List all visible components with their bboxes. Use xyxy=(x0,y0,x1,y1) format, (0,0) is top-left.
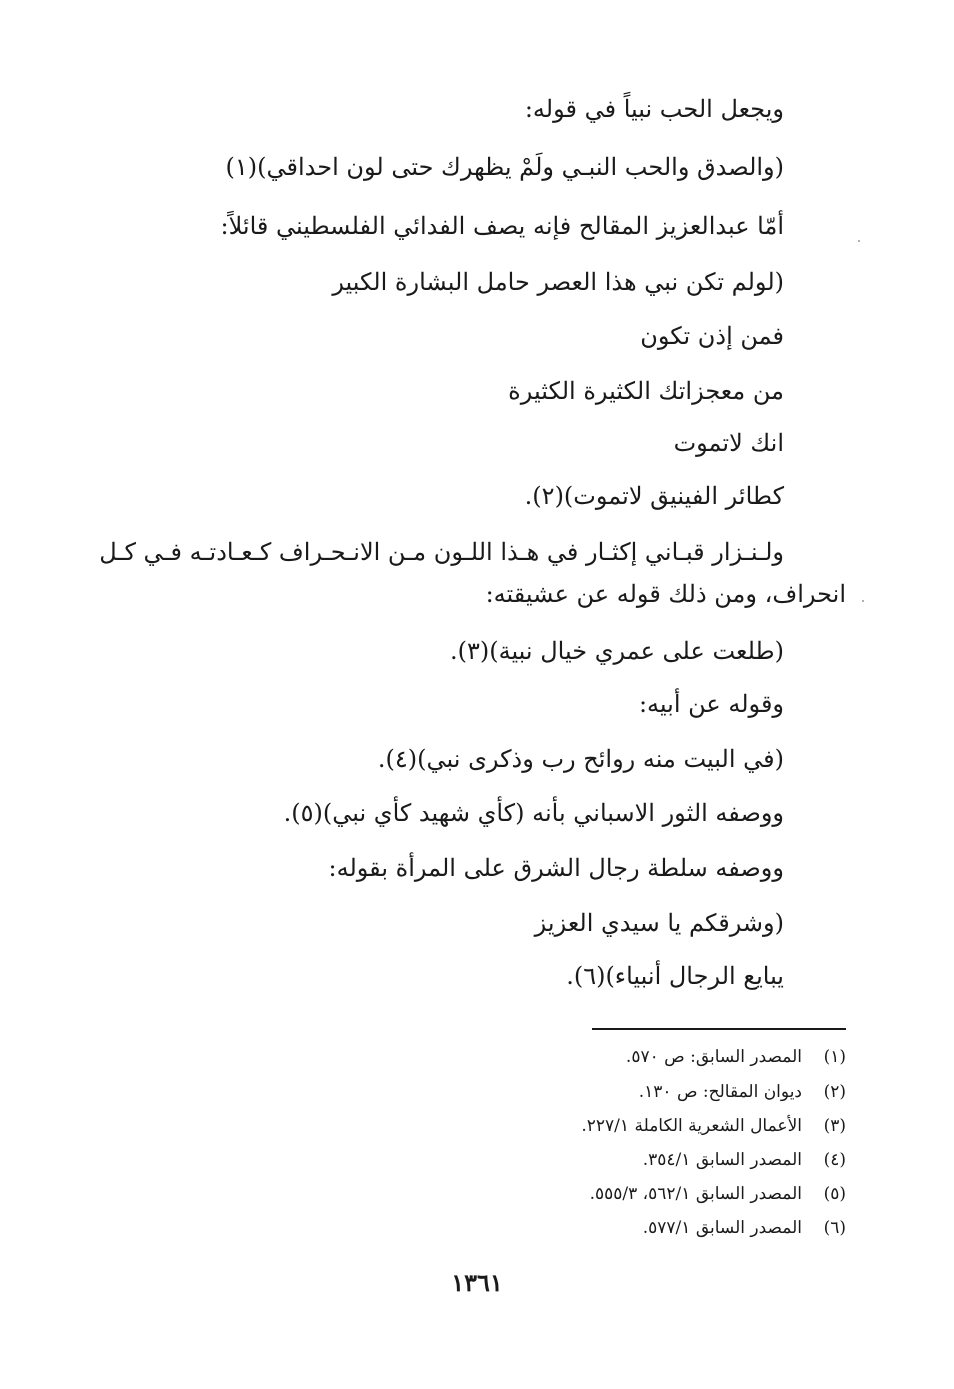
body-line-6: من معجزاتك الكثيرة الكثيرة xyxy=(508,377,784,405)
footnote-number: (٤) xyxy=(823,1150,846,1170)
body-line-16: (وشرقكم يا سيدي العزيز xyxy=(534,909,784,937)
body-line-1: ويجعل الحب نبياً في قوله: xyxy=(524,95,784,123)
footnote-number: (٦) xyxy=(823,1218,846,1238)
body-line-9: ولـنـزار قبـاني إكثـار في هـذا اللـون مـن الانـحـراف كـعـادتـه فـي كـل xyxy=(99,538,784,566)
footnote-number: (٥) xyxy=(823,1184,846,1204)
footnote-text: الأعمال الشعرية الكاملة ٢٢٧/١. xyxy=(581,1116,802,1136)
footnote-4 xyxy=(643,1148,846,1172)
body-line-12: وقوله عن أبيه: xyxy=(638,690,784,718)
footnote-text: المصدر السابق ٥٦٢/١، ٥٥٥/٣. xyxy=(589,1184,802,1204)
footnote-text: المصدر السابق ٣٥٤/١. xyxy=(642,1150,802,1170)
footnote-text: المصدر السابق: ص ٥٧٠. xyxy=(625,1047,802,1067)
scan-speck xyxy=(858,240,860,242)
body-line-10: انحراف، ومن ذلك قوله عن عشيقته: xyxy=(485,580,846,608)
scan-speck xyxy=(862,600,864,602)
body-line-3: أمّا عبدالعزيز المقالح فإنه يصف الفدائي الفلسطيني قائلاً: xyxy=(220,212,784,240)
body-line-4: (لولم تكن نبي هذا العصر حامل البشارة الكبير xyxy=(332,268,784,296)
footnote-2 xyxy=(639,1080,846,1104)
body-line-14: ووصفه الثور الاسباني بأنه (كأي شهيد كأي نبي)(٥). xyxy=(283,799,784,827)
footnote-number: (٣) xyxy=(823,1116,846,1136)
body-line-13: (في البيت منه روائح رب وذكرى نبي)(٤). xyxy=(377,745,784,773)
body-line-17: يبايع الرجال أنبياء)(٦). xyxy=(566,962,784,990)
footnote-number: (٢) xyxy=(823,1082,846,1102)
footnote-6 xyxy=(643,1216,846,1240)
body-line-2: (والصدق والحب النبـي ولَمْ يظهرك حتى لون احداقي)(١) xyxy=(225,153,784,181)
body-line-15: ووصفه سلطة رجال الشرق على المرأة بقوله: xyxy=(328,854,784,882)
body-line-11: (طلعت على عمري خيال نبية)(٣). xyxy=(449,637,784,665)
footnote-text: ديوان المقالح: ص ١٣٠. xyxy=(638,1082,802,1102)
footnote-3 xyxy=(581,1114,846,1138)
footnote-text: المصدر السابق ٥٧٧/١. xyxy=(642,1218,802,1238)
body-line-5: فمن إذن تكون xyxy=(640,322,784,350)
footnote-separator xyxy=(592,1028,846,1030)
body-line-7: انك لاتموت xyxy=(673,429,784,457)
body-line-8: كطائر الفينيق لاتموت)(٢). xyxy=(524,482,784,510)
footnote-5 xyxy=(590,1182,846,1206)
footnote-number: (١) xyxy=(823,1047,846,1067)
footnote-1 xyxy=(626,1045,846,1069)
page-number: ١٣٦١ xyxy=(451,1268,503,1297)
